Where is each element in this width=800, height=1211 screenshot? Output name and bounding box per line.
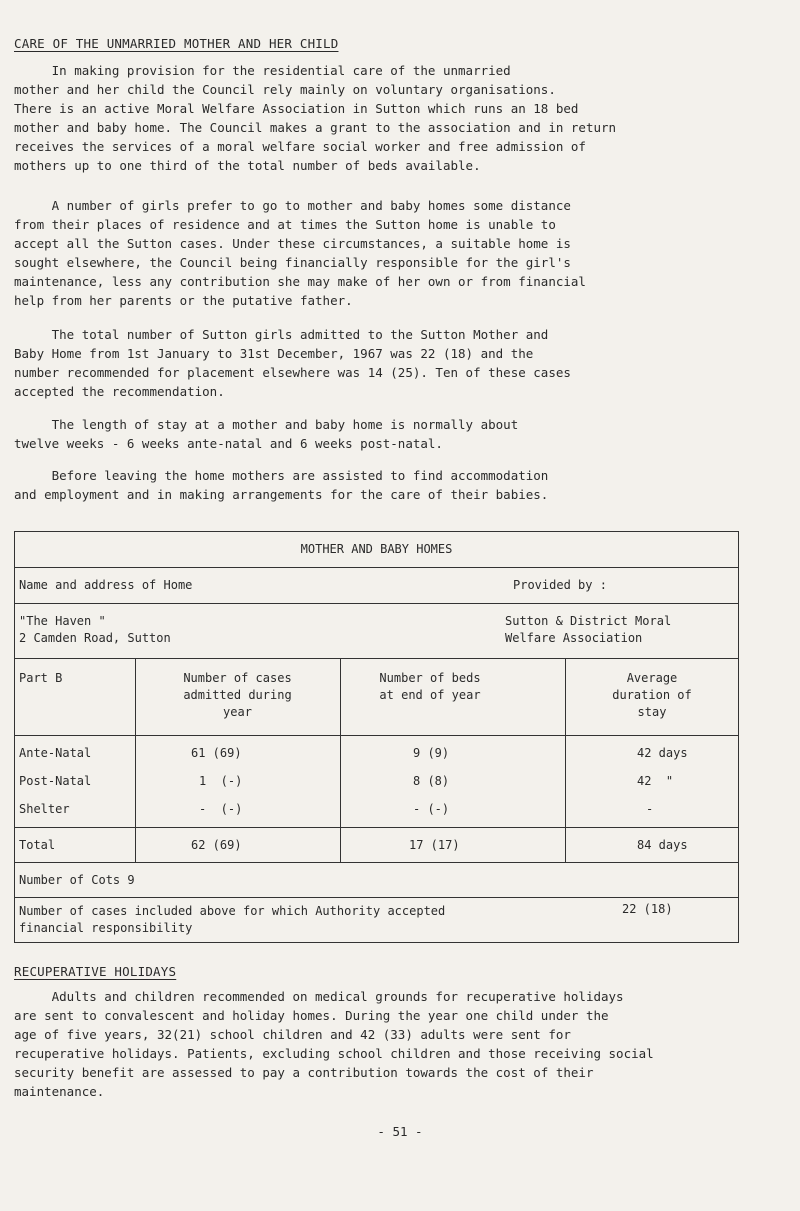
number-of-cots: Number of Cots 9 xyxy=(19,873,135,887)
table-rule xyxy=(14,827,739,828)
row-duration: - xyxy=(646,802,654,816)
table-rule xyxy=(14,567,739,568)
paragraph-before-leaving: Before leaving the home mothers are assisted to find accommodation and employment and in making arrangements for the care of their babies. xyxy=(14,468,549,502)
home-name-address: "The Haven " 2 Camden Road, Sutton xyxy=(19,614,171,645)
table-rule xyxy=(14,603,739,604)
col-header-duration: Average duration of stay xyxy=(612,671,692,719)
col-header-beds: Number of beds at end of year xyxy=(379,671,481,702)
col-header-part-b: Part B xyxy=(19,671,63,685)
section-heading-recuperative-holidays: RECUPERATIVE HOLIDAYS xyxy=(14,964,177,979)
paragraph-other-homes: A number of girls prefer to go to mother and baby homes some distance from their places of residence and at times the Sutton home is unable to accept all the Sutton cases. Under these circumstances, a suitable home is sought elsewhere, the Council being financially responsible for the girl's maintenance, less any contribution she may make of her own or from financial help from her parents or the putative father. xyxy=(14,198,586,308)
table-title: MOTHER AND BABY HOMES xyxy=(300,542,453,556)
table-rule xyxy=(14,658,739,659)
row-duration: 42 days xyxy=(637,746,688,760)
provided-by-header: Provided by : xyxy=(513,578,607,592)
row-beds: 8 (8) xyxy=(413,774,450,788)
row-label: Post-Natal xyxy=(19,774,92,788)
total-label: Total xyxy=(19,838,56,852)
paragraph-length-of-stay: The length of stay at a mother and baby home is normally about twelve weeks - 6 weeks ante-natal and 6 weeks post-natal. xyxy=(14,417,519,451)
table-rule xyxy=(14,897,739,898)
total-duration: 84 days xyxy=(637,838,688,852)
paragraph-recuperative-holidays: Adults and children recommended on medical grounds for recuperative holidays are sent to convalescent and holiday homes. During the year one child under the age of five years, 32(21) school children and 42 (33) adults were sent for recuperative holidays. Patients, excluding school children and those receiving social security benefit are assessed to pay a contribution towards the cost of their maintenance. xyxy=(14,989,654,1099)
financial-responsibility-value: 22 (18) xyxy=(622,902,673,916)
name-address-header: Name and address of Home xyxy=(19,578,193,592)
page-number: - 51 - xyxy=(377,1124,423,1139)
row-label: Ante-Natal xyxy=(19,746,92,760)
total-beds: 17 (17) xyxy=(409,838,460,852)
financial-responsibility-label: Number of cases included above for which Authority accepted financial responsibility xyxy=(19,904,446,935)
row-admitted: 61 (69) xyxy=(191,746,242,760)
row-beds: - (-) xyxy=(413,802,450,816)
table-rule xyxy=(14,862,739,863)
row-beds: 9 (9) xyxy=(413,746,450,760)
paragraph-provision: In making provision for the residential care of the unmarried mother and her child the Council rely mainly on voluntary organisations. There is an active Moral Welfare Association in Sutton which runs an 18 bed mother and baby home. The Council makes a grant to the association and in return receives the services of a moral welfare social worker and free admission of mothers up to one third of the total number of beds available. xyxy=(14,63,617,173)
row-duration: 42 " xyxy=(637,774,674,788)
total-admitted: 62 (69) xyxy=(191,838,242,852)
paragraph-admissions: The total number of Sutton girls admitted to the Sutton Mother and Baby Home from 1st January to 31st December, 1967 was 22 (18) and the number recommended for placement elsewhere was 14 (25). Ten of these cases accepted the recommendation. xyxy=(14,327,571,399)
row-admitted: 1 (-) xyxy=(199,774,243,788)
row-admitted: - (-) xyxy=(199,802,243,816)
section-heading-unmarried-mother: CARE OF THE UNMARRIED MOTHER AND HER CHILD xyxy=(14,36,339,51)
home-provider: Sutton & District Moral Welfare Association xyxy=(505,614,672,645)
col-header-cases-admitted: Number of cases admitted during year xyxy=(183,671,292,719)
row-label: Shelter xyxy=(19,802,70,816)
table-rule xyxy=(14,735,739,736)
